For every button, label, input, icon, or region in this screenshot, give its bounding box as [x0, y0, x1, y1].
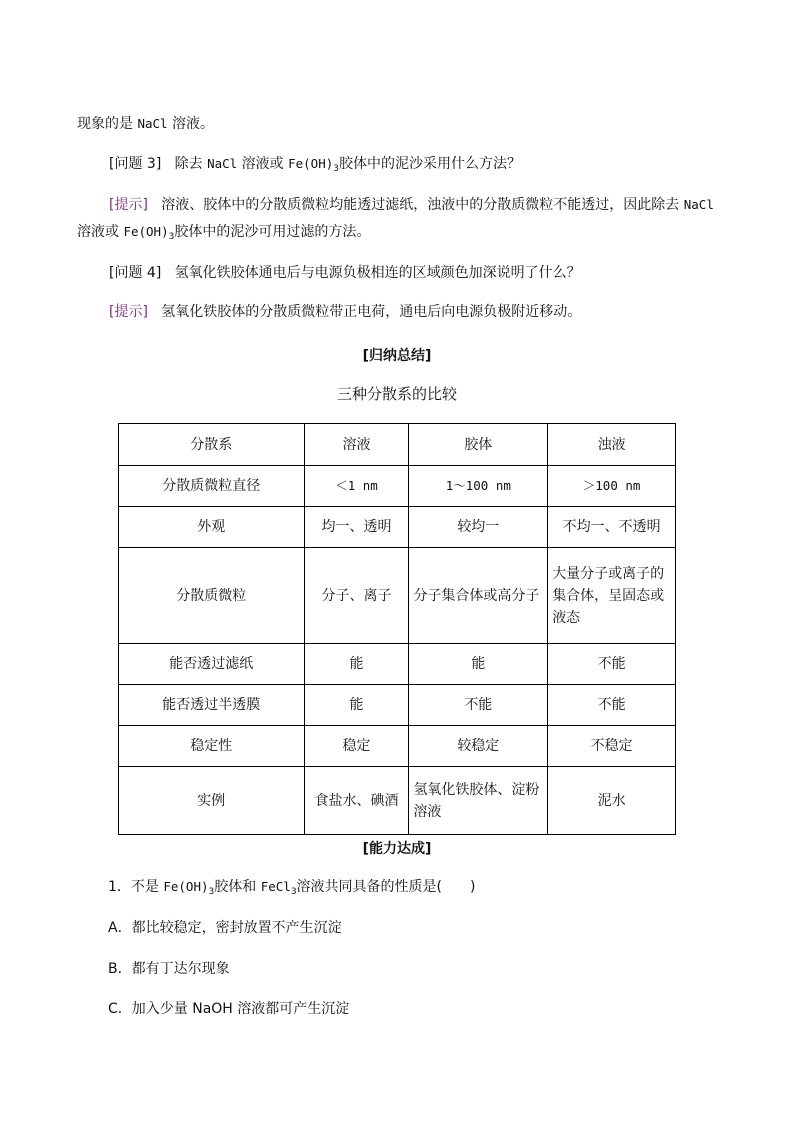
table-row: [119, 507, 676, 548]
table-cell: 1～100 nm: [409, 466, 548, 507]
table-cell: 较均一: [409, 507, 548, 548]
table-cell: 能否透过滤纸: [119, 644, 305, 685]
subscript: 3: [333, 164, 339, 174]
text: 溶液或: [77, 224, 124, 240]
question-4: [109, 263, 581, 283]
text: 溶液或: [237, 156, 289, 172]
table-cell: 食盐水、碘酒: [304, 767, 409, 835]
table-cell: 分子、离子: [304, 548, 409, 644]
comparison-table: [118, 423, 676, 835]
subscript: 3: [168, 232, 175, 242]
text: 胶体中的泥沙采用什么方法？: [339, 156, 521, 172]
table-cell: 泥水: [548, 767, 676, 835]
formula: Fe(OH): [288, 156, 334, 171]
table-cell: ＞100 nm: [548, 466, 676, 507]
summary-label: [归纳总结]: [362, 348, 432, 364]
hint-3-line-1: [109, 195, 714, 215]
formula: FeCl: [260, 879, 291, 894]
table-cell: 能: [304, 644, 409, 685]
option-c: C．加入少量 NaOH 溶液都可产生沉淀: [108, 1001, 350, 1017]
table-cell: 不能: [548, 644, 676, 685]
header-cell: 溶液: [304, 424, 409, 466]
table-header-row: [119, 424, 676, 466]
text: 溶液、胶体中的分散质微粒均能透过滤纸，浊液中的分散质微粒不能透过，因此除去: [161, 197, 684, 213]
table-row: [119, 644, 676, 685]
option-a: A．都比较稳定，密封放置不产生沉淀: [108, 920, 342, 936]
question-3: [109, 154, 521, 179]
table-row: [119, 726, 676, 767]
subscript: 3: [290, 887, 297, 897]
option-b: B．都有丁达尔现象: [108, 961, 230, 977]
formula: Fe(OH): [123, 224, 169, 239]
subscript: 3: [208, 887, 215, 897]
table-cell: 不均一、不透明: [548, 507, 676, 548]
table-cell: 均一、透明: [304, 507, 409, 548]
table-cell: 不能: [409, 685, 548, 726]
question-label: [问题 4]: [109, 265, 162, 281]
table-cell: 较稳定: [409, 726, 548, 767]
header-cell: 胶体: [409, 424, 548, 466]
text: 1．不是: [108, 879, 164, 895]
table-cell: 分散质微粒直径: [119, 466, 305, 507]
text: 胶体中的泥沙可用过滤的方法。: [174, 224, 371, 240]
table-cell: 实例: [119, 767, 305, 835]
table-cell: 稳定: [304, 726, 409, 767]
table-cell: 不能: [548, 685, 676, 726]
table-title: 三种分散系的比较: [336, 385, 457, 403]
table-cell: 大量分子或离子的集合体，呈固态或液态: [548, 548, 676, 644]
hint-tag: [提示]: [109, 304, 148, 320]
table-cell: 外观: [119, 507, 305, 548]
table-row: [119, 767, 676, 835]
formula: NaCl: [683, 197, 714, 212]
text: 胶体和: [214, 879, 261, 895]
table-cell: 分子集合体或高分子: [409, 548, 548, 644]
text: 现象的是: [77, 116, 138, 132]
hint-tag: [提示]: [109, 197, 148, 213]
header-cell: 浊液: [548, 424, 676, 466]
table-cell: 分散质微粒: [119, 548, 305, 644]
table-row: [119, 548, 676, 644]
table-cell: ＜1 nm: [304, 466, 409, 507]
text: 除去: [174, 156, 208, 172]
formula: Fe(OH): [163, 879, 209, 894]
hint-4: [109, 302, 581, 322]
ability-label: [能力达成]: [362, 841, 432, 857]
table-cell: 能否透过半透膜: [119, 685, 305, 726]
text: 氢氧化铁胶体通电后与电源负极相连的区域颜色加深说明了什么？: [174, 265, 581, 281]
formula: NaCl: [137, 116, 168, 131]
table-cell: 氢氧化铁胶体、淀粉溶液: [409, 767, 548, 835]
table-cell: 能: [409, 644, 548, 685]
formula: NaCl: [207, 156, 238, 171]
table-cell: 不稳定: [548, 726, 676, 767]
text: 溶液。: [167, 116, 215, 132]
table-row: [119, 466, 676, 507]
text: 氢氧化铁胶体的分散质微粒带正电荷，通电后向电源负极附近移动。: [161, 304, 582, 320]
table-cell: 能: [304, 685, 409, 726]
text: 溶液共同具备的性质是( ): [296, 879, 476, 895]
question-1: [108, 877, 475, 902]
header-cell: 分散系: [119, 424, 305, 466]
question-label: [问题 3]: [109, 156, 162, 172]
table-cell: 稳定性: [119, 726, 305, 767]
table-row: [119, 685, 676, 726]
hint-3-line-2: [77, 222, 370, 247]
intro-line: [77, 114, 214, 134]
